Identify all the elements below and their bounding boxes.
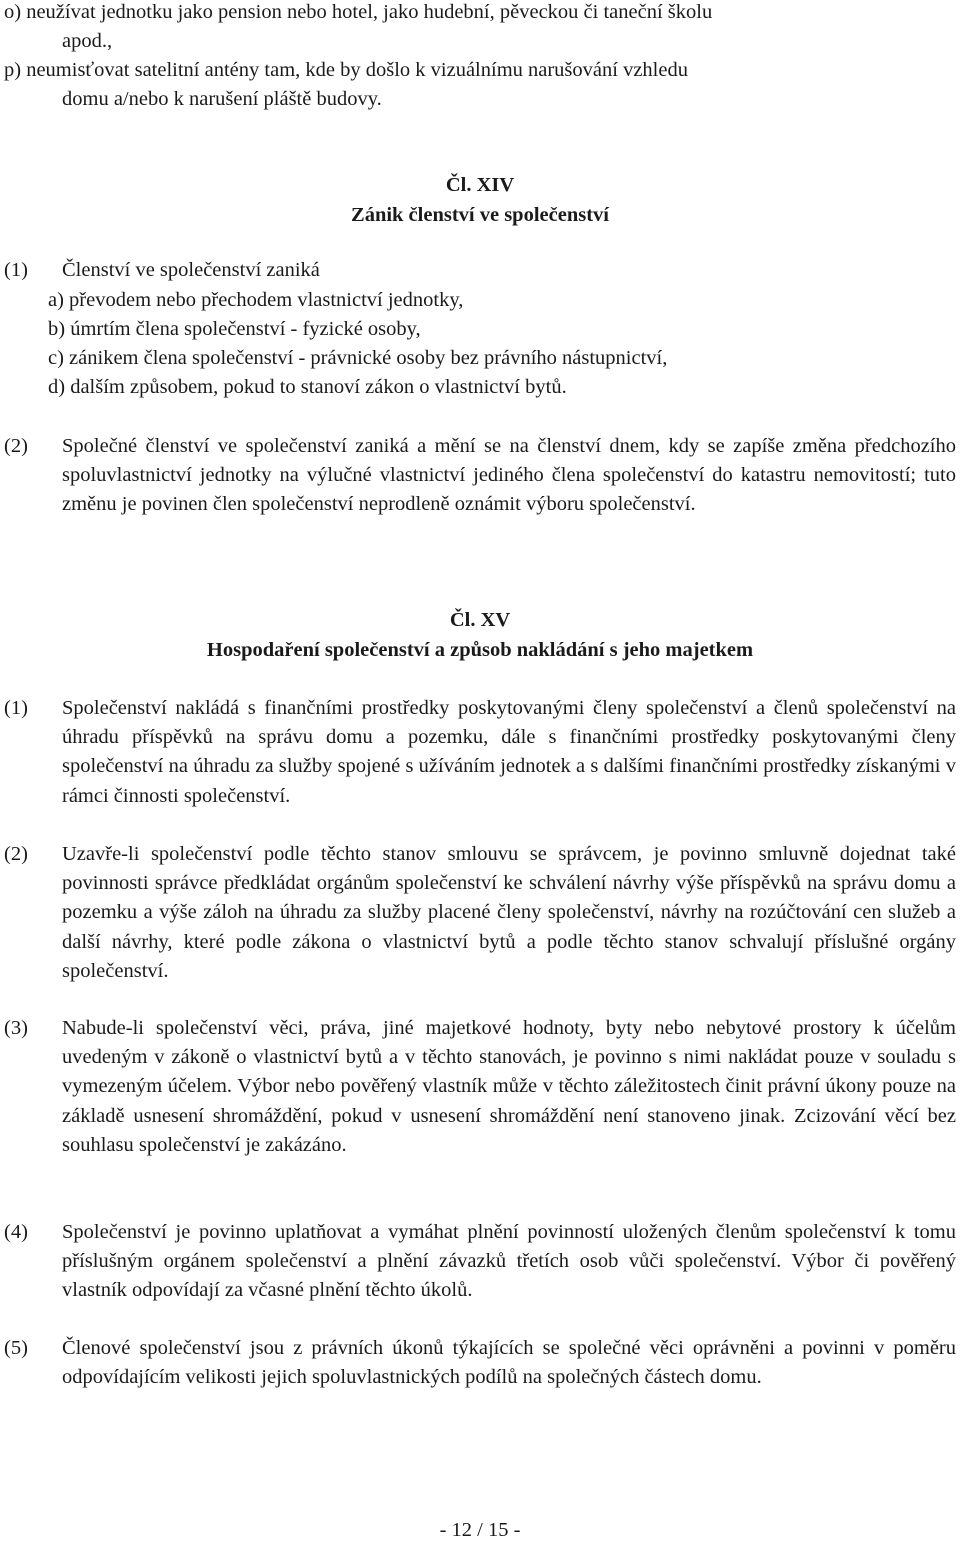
article-xv-p4-text: Společenství je povinno uplatňovat a vymáhat plnění povinností uložených členům společenství k tomu příslušným orgánem společenství a plnění závazků třetích osob vůči společenství. Výbor či pověřený vlastník odpovídají za včasné plnění těchto úkolů.	[62, 1221, 956, 1302]
article-xv-p3-number: (3)	[4, 1017, 28, 1039]
article-xv-p1-number: (1)	[4, 697, 28, 719]
article-xiv-p1-item-a: a) převodem nebo přechodem vlastnictví jednotky,	[48, 289, 464, 311]
list-item-o-line1: o) neužívat jednotku jako pension nebo hotel, jako hudební, pěveckou či taneční školu	[4, 1, 713, 23]
article-xv-title: Hospodaření společenství a způsob nakládání s jeho majetkem	[206, 639, 754, 661]
list-item-o-line2: apod.,	[62, 30, 113, 52]
article-xv-p2-number: (2)	[4, 843, 28, 865]
list-item-p-line1: p) neumisťovat satelitní antény tam, kde by došlo k vizuálnímu narušování vzhledu	[4, 59, 688, 81]
article-xv-p5-number: (5)	[4, 1337, 28, 1359]
article-xv-number: Čl. XV	[449, 609, 511, 631]
article-xiv-p1-item-c: c) zánikem člena společenství - právnické osoby bez právního nástupnictví,	[48, 347, 668, 369]
article-xv-p3-text: Nabude-li společenství věci, práva, jiné majetkové hodnoty, byty nebo nebytové prostory k účelům uvedeným v zákoně o vlastnictví bytů a v těchto stanovách, je povinno s nimi nakládat pouze v souladu s vymezeným účelem. Výbor nebo pověřený vlastník může v těchto záležitostech činit právní úkony pouze na základě usnesení shromáždění, pokud v usnesení shromáždění není stanoveno jinak. Zcizování věcí bez souhlasu společenství je zakázáno.	[62, 1017, 956, 1156]
list-item-p-line2: domu a/nebo k narušení pláště budovy.	[62, 88, 382, 110]
article-xiv-number: Čl. XIV	[445, 174, 515, 196]
article-xiv-p1-item-d: d) dalším způsobem, pokud to stanoví zákon o vlastnictví bytů.	[48, 376, 567, 398]
article-xv-p5-text: Členové společenství jsou z právních úkonů týkajících se společné věci oprávněni a povinni v poměru odpovídajícím velikosti jejich spoluvlastnických podílů na společných částech domu.	[62, 1337, 956, 1389]
article-xv-p1-text: Společenství nakládá s finančními prostředky poskytovanými členy společenství a členů společenství na úhradu příspěvků na správu domu a pozemku, dále s finančními prostředky poskytovanými členy společenství na úhradu za služby spojené s užíváním jednotek a s dalšími finančními prostředky získanými v rámci činnosti společenství.	[62, 697, 956, 807]
article-xiv-p2-text: Společné členství ve společenství zaniká a mění se na členství dnem, kdy se zapíše změna předchozího spoluvlastnictví jednotky na výlučné vlastnictví jediného člena společenství do katastru nemovitostí; tuto změnu je povinen člen společenství neprodleně oznámit výboru společenství.	[62, 435, 956, 516]
article-xiv-p1-number: (1)	[4, 259, 28, 281]
article-xv-p2-text: Uzavře-li společenství podle těchto stanov smlouvu se správcem, je povinno smluvně dojednat také povinnosti správce předkládat orgánům společenství ke schválení návrhy výše příspěvků na správu domu a pozemku a výše záloh na úhradu za služby placené členy společenství, návrhy na rozúčtování cen služeb a další návrhy, které podle zákona o vlastnictví bytů a podle těchto stanov schvalují příslušné orgány společenství.	[62, 843, 956, 982]
article-xiv-title: Zánik členství ve společenství	[351, 204, 609, 226]
page-number: - 12 / 15 -	[439, 1519, 521, 1541]
article-xiv-p1-item-b: b) úmrtím člena společenství - fyzické osoby,	[48, 318, 421, 340]
article-xv-p4-number: (4)	[4, 1221, 28, 1243]
article-xiv-p1-intro: Členství ve společenství zaniká	[62, 259, 320, 281]
article-xiv-p2-number: (2)	[4, 435, 28, 457]
